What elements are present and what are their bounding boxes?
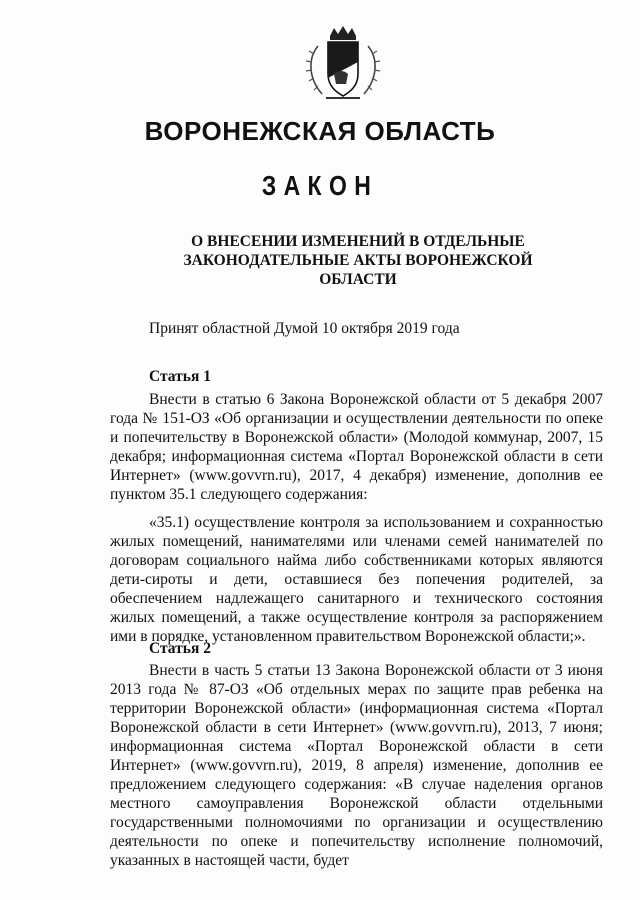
adoption-note: Принят областной Думой 10 октября 2019 года bbox=[149, 320, 460, 337]
coat-of-arms-icon bbox=[300, 24, 386, 106]
region-title: ВОРОНЕЖСКАЯ ОБЛАСТЬ bbox=[144, 116, 496, 146]
article-1-quote: «35.1) осуществление контроля за использованием и сохранностью жилых помещений, нанимателями или членами семей нанимателей по договорам социального найма либо собственниками которых являются дети-сироты и дети, оставшиеся без попечения родителей, за обеспечением надлежащего санитарного и технического состояния жилых помещений, а также осуществление контроля за распоряжением ими в порядке, установленном правительством Воронежской области;». bbox=[110, 514, 603, 645]
article-2-body: Внести в часть 5 статьи 13 Закона Воронежской области от 3 июня 2013 года № 87-ОЗ «Об отдельных мерах по защите прав ребенка на территории Воронежской области» (информационная система «Портал Воронежской области в сети Интернет» (www.govvrn.ru), 2013, 7 июня; информационная система «Портал Воронежской области в сети Интернет» (www.govvrn.ru), 2019, 8 апреля) изменение, дополнив ее предложением следующего содержания: «В случае наделения органов местного самоуправления Воронежской области отдельными государственными полномочиями по организации и осуществлению деятельности по опеке и попечительству исполнение полномочий, указанных в настоящей части, будет bbox=[110, 662, 603, 869]
article-2-heading: Статья 2 bbox=[149, 640, 211, 657]
article-1-heading: Статья 1 bbox=[149, 368, 211, 385]
document-type-title: ЗАКОН bbox=[261, 170, 379, 201]
article-1-body: Внести в статью 6 Закона Воронежской области от 5 декабря 2007 года № 151-ОЗ «Об организации и осуществлении деятельности по опеке и попечительству в Воронежской области» (Молодой коммунар, 2007, 15 декабря; информационная система «Портал Воронежской области в сети Интернет» (www.govvrn.ru), 2017, 4 декабря) изменение, дополнив ее пунктом 35.1 следующего содержания: bbox=[110, 391, 603, 503]
law-subject-title: О ВНЕСЕНИИ ИЗМЕНЕНИЙ В ОТДЕЛЬНЫЕ ЗАКОНОДАТЕЛЬНЫЕ АКТЫ ВОРОНЕЖСКОЙ ОБЛАСТИ bbox=[183, 233, 533, 288]
